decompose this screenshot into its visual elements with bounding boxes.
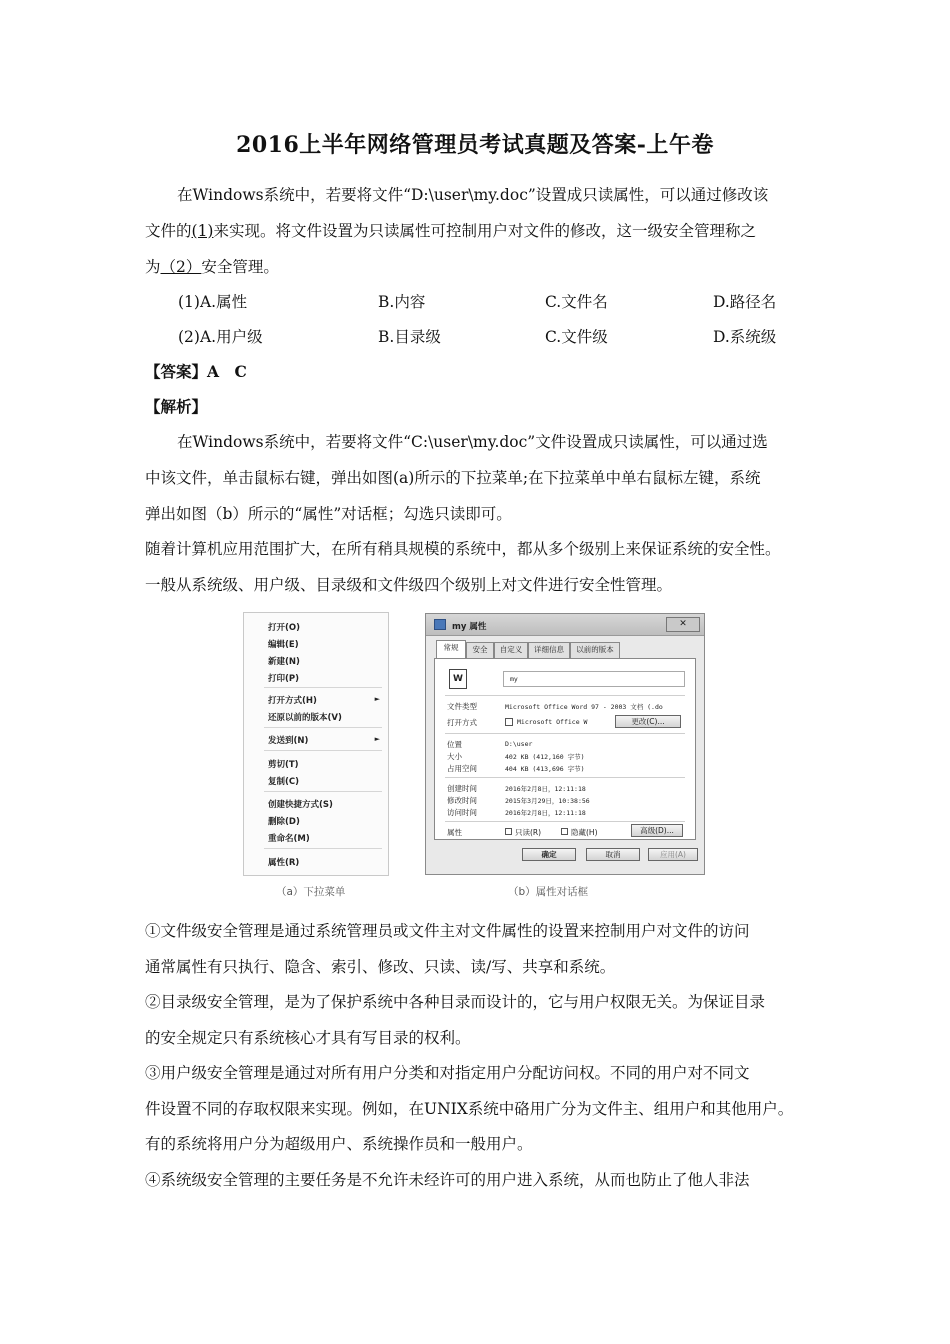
folder-icon xyxy=(434,619,446,630)
point-line: ①文件级安全管理是通过系统管理员或文件主对文件属性的设置来控制用户对文件的访问 xyxy=(145,922,750,940)
page-title: 2016上半年网络管理员考试真题及答案-上午卷 xyxy=(236,132,714,158)
tab-details: 详细信息 xyxy=(528,642,570,658)
menu-item-open: 打开(O) xyxy=(268,623,300,633)
menu-item-cut: 剪切(T) xyxy=(268,760,299,770)
tab-custom: 自定义 xyxy=(494,642,528,658)
value-size: 402 KB (412,160 字节) xyxy=(505,753,585,761)
question-line-1: 在Windows系统中，若要将文件“D:\user\my.doc”设置成只读属性，可以通过修改该 xyxy=(177,186,769,204)
menu-separator xyxy=(264,848,382,849)
question-text: 文件的 xyxy=(145,222,192,240)
word-app-icon xyxy=(505,718,513,726)
point-line: 通常属性有只执行、隐含、索引、修改、只读、读/写、共享和系统。 xyxy=(145,958,616,976)
point-line: ②目录级安全管理，是为了保护系统中各种目录而设计的，它与用户权限无关。为保证目录 xyxy=(145,993,766,1011)
question-text: 安全管理。 xyxy=(201,258,279,276)
point-line: 的安全规定只有系统核心才具有写目录的权利。 xyxy=(145,1029,471,1047)
menu-separator xyxy=(264,791,382,792)
menu-item-open-with: 打开方式(H) xyxy=(268,696,317,706)
menu-item-print: 打印(P) xyxy=(268,674,299,684)
blank-1: (1) xyxy=(191,222,214,240)
divider xyxy=(445,733,685,734)
option: C.文件名 xyxy=(545,293,608,311)
blank-2: （2） xyxy=(160,258,202,276)
menu-item-delete: 删除(D) xyxy=(268,817,300,827)
option: B.目录级 xyxy=(378,328,441,346)
menu-item-edit: 编辑(E) xyxy=(268,640,299,650)
label-accessed: 访问时间 xyxy=(447,808,477,817)
value-file-type: Microsoft Office Word 97 - 2003 文档 (.do xyxy=(505,703,663,711)
label-created: 创建时间 xyxy=(447,784,477,793)
context-menu-figure xyxy=(243,612,389,876)
point-line: ③用户级安全管理是通过对所有用户分类和对指定用户分配访问权。不同的用户对不同文 xyxy=(145,1064,750,1082)
value-location: D:\user xyxy=(505,740,533,748)
general-tab-panel xyxy=(434,658,696,840)
apply-button: 应用(A) xyxy=(648,848,698,861)
value-created: 2016年2月8日，12:11:18 xyxy=(505,785,586,793)
menu-item-send-to: 发送到(N) xyxy=(268,736,309,746)
change-button: 更改(C)... xyxy=(615,715,681,728)
menu-item-restore: 还原以前的版本(V) xyxy=(268,713,342,723)
menu-separator xyxy=(264,727,382,728)
value-accessed: 2016年2月8日，12:11:18 xyxy=(505,809,586,817)
word-document-icon: W xyxy=(449,669,467,689)
filename-value: my xyxy=(510,675,518,683)
analysis-line: 中该文件，单击鼠标右键，弹出如图(a)所示的下拉菜单;在下拉菜单中单右鼠标左键，系统 xyxy=(145,469,761,487)
question-text: 为 xyxy=(145,258,161,276)
menu-separator xyxy=(264,687,382,688)
point-line: 有的系统将用户分为超级用户、系统操作员和一般用户。 xyxy=(145,1135,533,1153)
option: (2)A.用户级 xyxy=(178,328,263,346)
close-icon: ✕ xyxy=(666,617,700,632)
readonly-checkbox xyxy=(505,828,512,835)
analysis-line: 一般从系统级、用户级、目录级和文件级四个级别上对文件进行安全性管理。 xyxy=(145,576,673,594)
hidden-checkbox xyxy=(561,828,568,835)
analysis-label: 【解析】 xyxy=(145,397,208,416)
option: (1)A.属性 xyxy=(178,293,248,311)
question-line-3 xyxy=(145,249,815,285)
analysis-line: 随着计算机应用范围扩大，在所有稍具规模的系统中，都从多个级别上来保证系统的安全性。 xyxy=(145,540,781,558)
menu-item-new: 新建(N) xyxy=(268,657,300,667)
ok-button: 确定 xyxy=(522,848,576,861)
hidden-label: 隐藏(H) xyxy=(571,828,598,837)
answer xyxy=(145,354,815,390)
value-size-on-disk: 404 KB (413,696 字节) xyxy=(505,765,585,773)
properties-dialog-figure xyxy=(425,613,705,875)
question-line-2 xyxy=(145,213,815,249)
divider xyxy=(445,777,685,778)
figure-b-caption: （b）属性对话框 xyxy=(508,886,589,898)
filename-field xyxy=(503,671,685,687)
question-text: 来实现。将文件设置为只读属性可控制用户对文件的修改，这一级安全管理称之 xyxy=(213,222,756,240)
option: B.内容 xyxy=(378,293,426,311)
divider xyxy=(445,695,685,696)
point-line: ④系统级安全管理的主要任务是不允许未经许可的用户进入系统，从而也防止了他人非法 xyxy=(145,1171,750,1189)
label-open-with: 打开方式 xyxy=(447,718,477,727)
option: D.路径名 xyxy=(713,293,777,311)
readonly-label: 只读(R) xyxy=(515,828,542,837)
answer-value: A C xyxy=(207,362,247,381)
menu-item-copy: 复制(C) xyxy=(268,777,300,787)
submenu-arrow-icon: ► xyxy=(374,735,380,743)
option: C.文件级 xyxy=(545,328,608,346)
label-modified: 修改时间 xyxy=(447,796,477,805)
value-modified: 2015年3月29日，10:38:56 xyxy=(505,797,590,805)
advanced-button: 高级(D)... xyxy=(631,824,683,837)
dialog-title: my 属性 xyxy=(452,622,487,632)
option-row-2 xyxy=(178,319,818,355)
analysis-line: 在Windows系统中，若要将文件“C:\user\my.doc”文件设置成只读属性，可以通过选 xyxy=(177,433,768,451)
label-size-on-disk: 占用空间 xyxy=(447,764,477,773)
dialog-titlebar xyxy=(426,614,704,636)
analysis-line: 弹出如图（b）所示的“属性”对话框；勾选只读即可。 xyxy=(145,505,512,523)
tab-security: 安全 xyxy=(466,642,494,658)
figure-a-caption: （a）下拉菜单 xyxy=(276,886,346,898)
point-line: 件设置不同的存取权限来实现。例如，在UNIX系统中硌用广分为文件主、组用户和其他用户。 xyxy=(145,1100,794,1118)
label-location: 位置 xyxy=(447,740,462,749)
submenu-arrow-icon: ► xyxy=(374,695,380,703)
label-attributes: 属性 xyxy=(447,828,462,837)
cancel-button: 取消 xyxy=(586,848,640,861)
tab-previous-versions: 以前的版本 xyxy=(570,642,620,658)
answer-label: 【答案】 xyxy=(145,362,208,381)
value-open-with: Microsoft Office W xyxy=(517,718,588,726)
label-size: 大小 xyxy=(447,752,462,761)
menu-item-rename: 重命名(M) xyxy=(268,834,310,844)
menu-item-properties: 属性(R) xyxy=(268,858,300,868)
option-row-1 xyxy=(178,284,818,320)
menu-item-shortcut: 创建快捷方式(S) xyxy=(268,800,333,810)
label-file-type: 文件类型 xyxy=(447,702,477,711)
option: D.系统级 xyxy=(713,328,777,346)
menu-separator xyxy=(264,750,382,751)
divider xyxy=(445,821,685,822)
tab-general: 常规 xyxy=(436,640,466,658)
